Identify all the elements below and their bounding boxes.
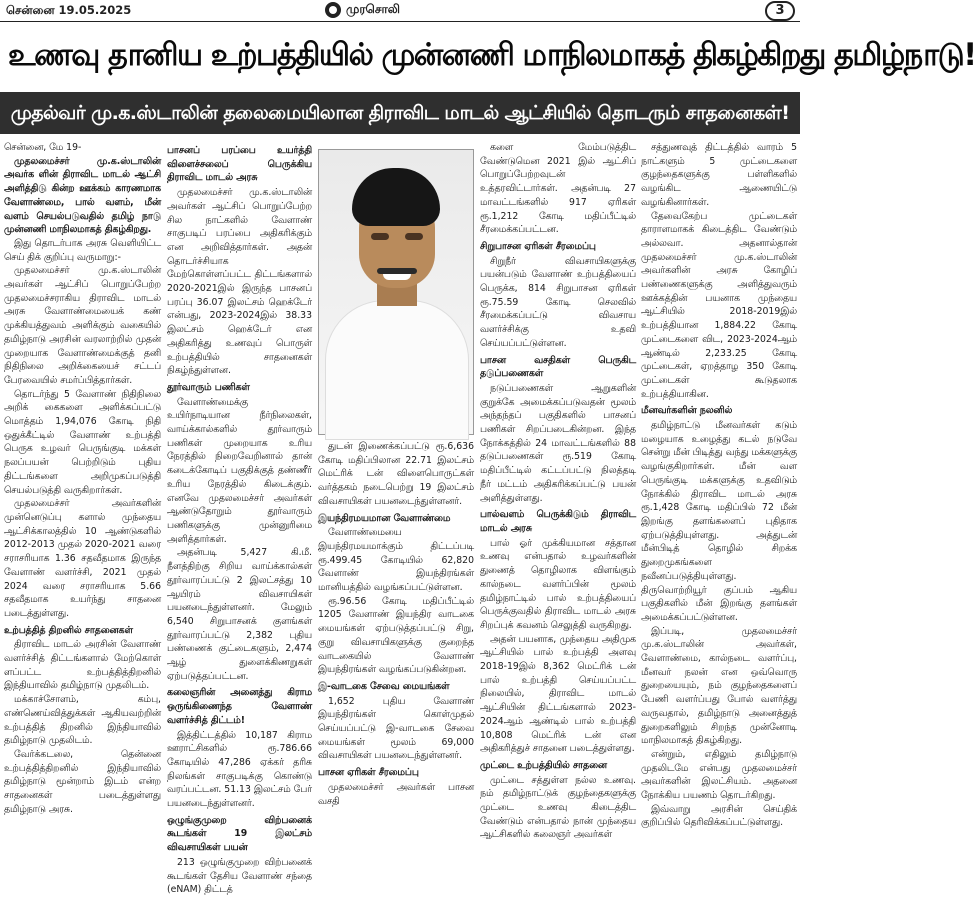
dateline: சென்னை 19.05.2025 <box>6 3 132 17</box>
paragraph: முதலமைச்சர் மு.க.ஸ்டாலின் அவர்கள் ஆட்சிப் பொறுப்பேற்ற முதலமைச்சராகிய திராவிட மாடல் அரசு வேளாண்மையைக் கண் முக்கியத்துவம் அளிக்கும் வகையில் தமிழ்நாடு அரசின் வரலாற்றில் முதன் முறையாக வேளாண்மைக்குத் தனி நிதிநிலை அறிக்கையைச் சட்டப் பேரவையில் சமர்ப்பித்தார்கள். <box>4 265 161 386</box>
subheading: பாசனப் பரப்பை உயர்த்தி விளைச்சலைப் பெருக்கிய திராவிட மாடல் அரசு <box>167 145 312 184</box>
paragraph: சிறுநீர் விவசாயிகளுக்கு பயன்படும் வேளாண் உற்பத்தியைப் பெருக்க, 814 சிறுபாசன ஏரிகள் ரூ.75.59 கோடி செலவில் சீரமைக்கப்பட்டு விவசாய வளர்ச்சிக்கு உதவி செய்யப்பட்டுள்ளன. <box>480 255 636 349</box>
page-header <box>0 0 800 22</box>
masthead <box>325 2 400 18</box>
dateline-text: சென்னை, மே 19- <box>4 142 82 153</box>
paragraph: திராவிட மாடல் அரசின் வேளாண் வளர்ச்சித் திட்டங்களால் மேற்கொள் ளப்பட்ட உற்பத்தித்திறனில் இந்தியாவில் தமிழ்நாடு முதலிடம். <box>4 639 161 692</box>
column-3 <box>318 440 474 807</box>
subheading: தூர்வாரும் பணிகள் <box>167 381 250 393</box>
column-2 <box>167 141 312 896</box>
page-number: 3 <box>765 1 795 21</box>
paragraph: பால் ஓர் முக்கியமான சத்தான உணவு என்பதால் உழவர்களின் துணைத் தொழிலாக விளங்கும் கால்நடை வளர்ப்பின் மூலம் தமிழ்நாட்டில் பால் உற்பத்தியைப் பெருக்குவதில் திராவிட மாடல் அரசு சிறப்புக் கவனம் செலுத்தி வருகிறது. <box>480 537 636 631</box>
subheading: இயந்திரமயமான வேளாண்மை <box>318 512 451 524</box>
paragraph: முதலமைச்சர் அவர்கள் பாசன வசதி <box>318 781 474 807</box>
subheading: இ-வாடகை சேவை மையங்கள் <box>318 680 450 692</box>
photo-eye <box>371 233 389 240</box>
paragraph: அதன் பயனாக, முந்தைய அதிமுக ஆட்சியில் பால் உற்பத்தி அளவு 2018-19இல் 8,362 மெட்ரிக் டன் பால் உற்பத்தி செய்யப்பட்ட நிலையில், திராவிட மாடல் ஆட்சியின் திட்டங்களால் 2023-2024ஆம் ஆண்டில் பால் உற்பத்தி 10,808 மெட்ரிக் டன் என அதிகரித்துச் சாதனை படைத்துள்ளது. <box>480 633 636 755</box>
subheading: சிறுபாசன ஏரிகள் சீரமைப்பு <box>480 240 596 252</box>
paragraph: வேர்க்கடலை, தென்னை உற்பத்தித்திறனில் இந்தியாவில் தமிழ்நாடு மூன்றாம் இடம் என்ற சாதனைகள் படைத்துள்ளது தமிழ்நாடு அரசு. <box>4 748 161 815</box>
photo-shirt <box>325 300 469 440</box>
subheading: ஒழுங்குமுறை விற்பனைக் கூடங்கள் 19 இலட்சம் விவசாயிகள் பயன் <box>167 814 312 854</box>
subheading: உற்பத்தித் திறனில் சாதனைகள் <box>4 624 133 636</box>
photo-smile <box>383 274 411 280</box>
paragraph: 213 ஒழுங்குமுறை விற்பனைக் கூடங்கள் தேசிய வேளாண் சந்தை (eNAM) திட்டத் <box>167 856 312 896</box>
paragraph: வேளாண்மையை இயந்திரமயமாக்கும் திட்டப்படி ரூ.499.45 கோடியில் 62,820 வேளாண் இயந்திரங்கள் மானியத்தில் வழங்கப்பட்டுள்ளன. <box>318 527 474 594</box>
paragraph: இது தொடர்பாக அரசு வெளியிட்ட செய் திக் குறிப்பு வருமாறு:- <box>4 237 161 263</box>
paragraph: என்றும், எதிலும் தமிழ்நாடு முதலிடமே என்பது முதலமைச்சர் அவர்களின் இலட்சியம். அதனை நோக்கிய பயணம் தொடர்கிறது. <box>641 748 797 802</box>
paragraph: முதலமைச்சர் அவர்களின் முன்னெடுப்பு களால் முந்தைய ஆட்சிக்காலத்தில் 10 ஆண்டுகளில் 2012-2013 முதல் 2020-2021 வரை சராசரியாக 1.36 சதவீதமாக இருந்த வேளாண் வளர்ச்சி, 2021 முதல் 2024 வரை சராசரியாக 5.66 சதவீதமாக உயர்ந்து சாதனை படைத்துள்ளது. <box>4 498 161 619</box>
paragraph: களை மேம்படுத்திட வேண்டுமென 2021 இல் ஆட்சிப் பொறுப்பேற்றவுடன் உத்தரவிட்டார்கள். அதன்படி 27 மாவட்டங்களில் 917 ஏரிகள் ரூ.1,212 கோடி மதிப்பீட்டில் சீரமைக்கப்பட்டன. <box>480 142 636 236</box>
paragraph: தேவைகேற்ப முட்டைகள் தாராளமாகக் கிடைத்திட வேண்டும் அல்லவா. அதனால்தான் முதலமைச்சர் மு.க.ஸ்டாலின் அவர்களின் அரசு கோழிப் பண்ணைகளுக்கு அளித்துவரும் ஊக்கத்தின் பயனாக முந்தைய ஆட்சியில் 2018-2019இல் உற்பத்தியான 1,884.22 கோடி முட்டைகளை விட, 2023-2024ஆம் ஆண்டில் 2,233.25 கோடி முட்டைகள், ஏறத்தாழ 350 கோடி முட்டைகள் கூடுதலாக உற்பத்தியாகின. <box>641 210 797 400</box>
paragraph: சத்துணவுத் திட்டத்தில் வாரம் 5 நாட்களும் 5 முட்டைகளை குழந்தைகளுக்கு பள்ளிகளில் வழங்கிட ஆணையிட்டு வழங்கினார்கள். <box>641 142 797 208</box>
paragraph: இவ்வாறு அரசின் செய்திக் குறிப்பில் தெரிவிக்கப்பட்டுள்ளது. <box>641 803 797 829</box>
paragraph: துடன் இணைக்கப்பட்டு ரூ.6,636 கோடி மதிப்பிலான 22.71 இலட்சம் மெட்ரிக் டன் விளைபொருட்கள் வர்த்தகம் நடைபெற்று 19 இலட்சம் விவசாயிகள் பயனடைந்துள்ளனர். <box>318 441 474 507</box>
subheading: கலைஞரின் அனைத்து கிராம ஒருங்கிணைந்த வேளாண் வளர்ச்சித் திட்டம்! <box>167 687 312 726</box>
paragraph: ரூ.96.56 கோடி மதிப்பீட்டில் 1205 வேளாண் இயந்திர வாடகை மையங்கள் ஏற்படுத்தப்பட்டு சிறு, குறு விவசாயிகளுக்கு குறைந்த வாடகையில் வேளாண் இயந்திரங்கள் வழங்கப்படுகின்றன. <box>318 595 474 676</box>
lead-paragraph: முதலமைச்சர் மு.க.ஸ்டாலின் அவர்க ளின் திராவிட மாடல் ஆட்சி அளித்திடு கின்ற ஊக்கம் காரணமாக வேளாண்மை, பால் வளம், மீன் வளம் செயல்படுவதில் தமிழ் நாடு முன்னணி மாநிலமாகத் திகழ்கிறது. <box>4 155 161 236</box>
column-4 <box>480 141 636 841</box>
paragraph: இப்படி, முதலமைச்சர் மு.க.ஸ்டாலின் அவர்கள், வேளாண்மை, கால்நடை வளர்ப்பு, மீனவர் நலன் என ஒவ்வொரு துறையையும், நம் குழந்தைகளைப் பேணி வளர்ப்பது போல் வளர்த்து வருவதால், தமிழ்நாடு அனைத்துத் துறைகளிலும் சிறந்த முன்னோடி மாநிலமாகத் திகழ்கிறது. <box>641 625 797 747</box>
subheading: மீனவர்களின் நலனில் <box>641 405 733 417</box>
paragraph: 1,652 புதிய வேளாண் இயந்திரங்கள் கொள்முதல் செய்யப்பட்டு இ-வாடகை சேவை மையங்கள் மூலம் 69,000 விவசாயிகள் பயனடைந்துள்ளனர். <box>318 695 474 762</box>
paper-name: முரசொலி <box>346 2 400 16</box>
paragraph: தொடர்ந்து 5 வேளாண் நிதிநிலை அறிக் கைகளை அளிக்கப்பட்டு மொத்தம் 1,94,076 கோடி நிதி ஒதுக்கீட்டில் வேளாண் உற்பத்தி பெருக உழவர் பெருங்குடி மக்கள் நலப்பயன் பெற்றிடும் புதிய திட்டங்களை அறிமுகப்படுத்தி செயல்படுத்தி வருகிறார்கள். <box>4 388 161 496</box>
photo-hair <box>352 168 440 226</box>
paragraph: வேளாண்மைக்கு உயிர்நாடியான நீர்நிலைகள், வாய்க்கால்களில் தூர்வாரும் பணிகள் முறையாக உரிய நேரத்தில் நிறைவேறினால் தான் கடைக்கோடிப் பகுதிக்குத் தண்ணீர் உரிய நேரத்தில் கிடைக்கும். எனவே முதலமைச்சர் அவர்கள் ஆண்டுதோறும் தூர்வாரும் பணிகளுக்கு முன்னுரிமை அளித்தார்கள். <box>167 396 312 545</box>
paragraph: தமிழ்நாட்டு மீனவர்கள் கடும் மழையாக உழைத்து கடல் நடுவே சென்று மீன் பிடித்து வந்து மக்களுக்கு வழங்குகிறார்கள். மீன் வள பெருங்குடி மக்களுக்கு உதவிடும் நோக்கில் திராவிட மாடல் அரசு ரூ.1,428 கோடி மதிப்பில் 72 மீன் இறங்கு தளங்களைப் புதிதாக ஏற்படுத்தியுள்ளது. அத்துடன் மீன்பிடித் தொழில் சிறக்க துறைமுகங்களை நவீனப்படுத்தியுள்ளது. திருவொற்றியூர் குப்பம் ஆகிய பகுதிகளில் மீன் இறங்கு தளங்கள் அமைக்கப்பட்டுள்ளன. <box>641 420 797 623</box>
headline: உணவு தானிய உற்பத்தியில் முன்னணி மாநிலமாகத் திகழ்கிறது தமிழ்நாடு! <box>8 37 976 73</box>
subheading: பாசன ஏரிகள் சீரமைப்பு <box>318 767 419 779</box>
column-5 <box>641 141 797 829</box>
chief-minister-photo <box>318 149 474 435</box>
paragraph: நடுப்பணைகள் ஆறுகளின் குறுக்கே அமைக்கப்படுவதன் மூலம் அந்தந்தப் பகுதிகளில் பாசனப் பணிகள் சிறப்படைகின்றன. இந்த நோக்கத்தில் 24 மாவட்டங்களில் 88 தடுப்பணைகள் ரூ.519 கோடி மதிப்பீட்டில் கட்டப்பட்டு நிலத்தடி நீர் மட்டம் அதிகரிக்கப்பட்டு பயன் அளித்துள்ளது. <box>480 382 636 504</box>
column-1 <box>4 141 161 815</box>
sun-logo-icon <box>325 2 341 18</box>
subheading: பால்வளம் பெருக்கிடும் திராவிட மாடல் அரசு <box>480 509 636 534</box>
paragraph: முட்டை சத்துள்ள நல்ல உணவு. நம் தமிழ்நாட்டுக் குழந்தைகளுக்கு முட்டை உணவு கிடைத்திட வேண்டும் என்பதால் நான் முந்தைய ஆட்சிகளில் கலைஞர் அவர்கள் <box>480 774 636 841</box>
paragraph: மக்காச்சோளம், கம்பு, எண்ணெய்வித்துக்கள் ஆகியவற்றின் உற்பத்தித் திறனில் இந்தியாவில் தமிழ்நாடு முதலிடம். <box>4 694 161 747</box>
paragraph: இத்திட்டத்தில் 10,187 கிராம ஊராட்சிகளில் ரூ.786.66 கோடியில் 47,286 ஏக்கர் தரிசு நிலங்கள் சாகுபடிக்கு கொண்டு வரப்பட்டன. 51.13 இலட்சம் பேர் பயனடைந்துள்ளனர். <box>167 729 312 810</box>
photo-eye <box>405 233 423 240</box>
subheading: முட்டை உற்பத்தியில் சாதனை <box>480 759 607 771</box>
paragraph: அதன்படி 5,427 கி.மீ. நீளத்திற்கு சிறிய வாய்க்கால்கள் தூர்வாரப்பட்டு 2 இலட்சத்து 10 ஆயிரம் விவசாயிகள் பயனடைந்துள்ளனர். மேலும் 6,540 சிறுபாசனக் குளங்கள் தூர்வாரப்பட்டு 2,382 புதிய பண்ணைக் குட்டைகளும், 2,474 ஆழ் துளைக்கிணறுகள் ஏற்படுத்தப்பட்டன. <box>167 547 312 682</box>
subheadline-banner: முதல்வர் மு.க.ஸ்டாலின் தலைமையிலான திராவிட மாடல் ஆட்சியில் தொடரும் சாதனைகள்! <box>0 92 800 134</box>
paragraph: முதலமைச்சர் மு.க.ஸ்டாலின் அவர்கள் ஆட்சிப் பொறுப்பேற்ற சில நாட்களில் வேளாண் சாகுபடிப் பரப்பை அதிகரிக்கும் என அறிவித்தார்கள். அதன் தொடர்ச்சியாக மேற்கொள்ளப்பட்ட திட்டங்களால் 2020-2021இல் இருந்த பாசனப் பரப்பு 36.07 இலட்சம் ஹெக்டேர் என்பது, 2023-2024இல் 38.33 இலட்சம் ஹெக்டேர் என அதிகரித்து உணவுப் பொருள் உற்பத்தியில் சாதனைகள் நிகழ்ந்துள்ளன. <box>167 187 312 377</box>
subheading: பாசன வசதிகள் பெருகிட தடுப்பணைகள் <box>480 354 636 380</box>
